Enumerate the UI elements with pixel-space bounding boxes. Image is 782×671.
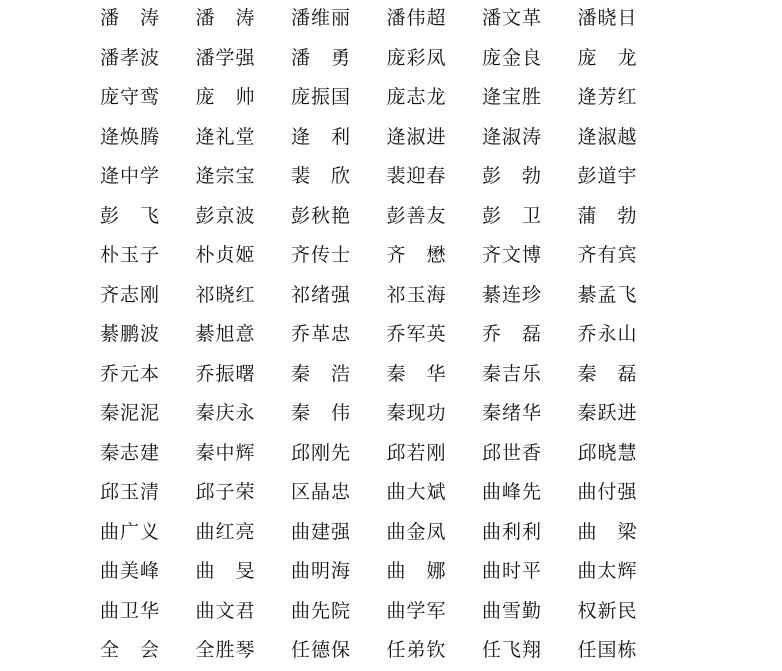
name-cell: 祁玉海 [386,283,447,306]
name-cell: 逄淑越 [577,125,638,148]
name-cell: 齐 懋 [386,244,447,267]
name-cell: 曲先院 [291,599,352,622]
name-row [100,473,660,513]
name-cell: 庞志龙 [386,86,447,109]
name-cell: 秦吉乐 [482,362,543,385]
name-cell: 逄宗宝 [195,165,256,188]
name-cell: 朴玉子 [100,244,161,267]
name-cell: 庞金良 [482,46,543,69]
name-cell: 潘 涛 [195,7,256,30]
name-cell: 邱晓慧 [577,441,638,464]
name-row [100,157,660,197]
name-cell: 曲建强 [291,520,352,543]
name-cell: 齐志刚 [100,283,161,306]
name-row [100,394,660,434]
name-cell: 彭 飞 [100,204,161,227]
name-cell: 秦泥泥 [100,402,161,425]
name-cell: 彭 卫 [482,204,543,227]
name-cell: 曲时平 [482,560,543,583]
name-cell: 綦旭意 [195,323,256,346]
name-cell: 曲明海 [291,560,352,583]
name-cell: 曲 梁 [577,520,638,543]
name-cell: 曲卫华 [100,599,161,622]
name-cell: 任弟钦 [386,639,447,662]
name-cell: 逄芳红 [577,86,638,109]
name-cell: 齐传士 [291,244,352,267]
name-cell: 曲文君 [195,599,256,622]
name-cell: 乔 磊 [482,323,543,346]
name-cell: 逄焕腾 [100,125,161,148]
name-cell: 曲太辉 [577,560,638,583]
name-cell: 乔永山 [577,323,638,346]
name-cell: 綦鹏波 [100,323,161,346]
name-cell: 蒲 勃 [577,204,638,227]
name-cell: 秦 磊 [577,362,638,385]
name-cell: 潘 涛 [100,7,161,30]
name-cell: 彭 勃 [482,165,543,188]
name-cell: 邱若刚 [386,441,447,464]
name-cell: 逄礼堂 [195,125,256,148]
name-cell: 秦庆永 [195,402,256,425]
name-row [100,276,660,316]
name-cell: 齐文博 [482,244,543,267]
name-row [100,631,660,671]
name-cell: 秦绪华 [482,402,543,425]
name-cell: 彭京波 [195,204,256,227]
name-row [100,236,660,276]
name-cell: 曲红亮 [195,520,256,543]
name-cell: 曲利利 [482,520,543,543]
name-cell: 逄 利 [291,125,352,148]
name-cell: 綦连珍 [482,283,543,306]
name-cell: 齐有宾 [577,244,638,267]
name-cell: 裴迎春 [386,165,447,188]
name-cell: 祁晓红 [195,283,256,306]
name-cell: 秦跃进 [577,402,638,425]
name-cell: 曲峰先 [482,481,543,504]
name-cell: 潘维丽 [291,7,352,30]
name-cell: 潘学强 [195,46,256,69]
name-cell: 邱子荣 [195,481,256,504]
name-row [100,592,660,632]
name-cell: 曲广义 [100,520,161,543]
name-cell: 潘晓日 [577,7,638,30]
name-cell: 任德保 [291,639,352,662]
name-cell: 綦孟飞 [577,283,638,306]
name-cell: 邱世香 [482,441,543,464]
name-cell: 逄中学 [100,165,161,188]
name-cell: 裴 欣 [291,165,352,188]
name-row [100,315,660,355]
name-cell: 乔革忠 [291,323,352,346]
name-cell: 彭秋艳 [291,204,352,227]
name-cell: 庞守鸾 [100,86,161,109]
name-cell: 潘伟超 [386,7,447,30]
name-cell: 曲大斌 [386,481,447,504]
name-cell: 曲 旻 [195,560,256,583]
name-cell: 乔军英 [386,323,447,346]
name-row [100,513,660,553]
name-cell: 逄淑进 [386,125,447,148]
name-cell: 彭道宇 [577,165,638,188]
name-cell: 权新民 [577,599,638,622]
name-cell: 秦 华 [386,362,447,385]
name-cell: 全 会 [100,639,161,662]
name-row [100,434,660,474]
name-cell: 邱玉清 [100,481,161,504]
name-cell: 区晶忠 [291,481,352,504]
name-cell: 庞振国 [291,86,352,109]
name-row [100,78,660,118]
name-cell: 庞 帅 [195,86,256,109]
name-cell: 曲付强 [577,481,638,504]
name-cell: 曲 娜 [386,560,447,583]
name-cell: 祁绪强 [291,283,352,306]
name-cell: 朴贞姬 [195,244,256,267]
name-cell: 潘文革 [482,7,543,30]
name-cell: 庞彩凤 [386,46,447,69]
name-list-grid [100,0,660,671]
name-cell: 秦现功 [386,402,447,425]
name-cell: 潘孝波 [100,46,161,69]
name-row [100,39,660,79]
name-cell: 任飞翔 [482,639,543,662]
name-cell: 曲金凤 [386,520,447,543]
name-cell: 全胜琴 [195,639,256,662]
name-cell: 庞 龙 [577,46,638,69]
name-cell: 逄宝胜 [482,86,543,109]
name-row [100,118,660,158]
name-cell: 乔振曙 [195,362,256,385]
name-row [100,355,660,395]
name-cell: 乔元本 [100,362,161,385]
name-row [100,0,660,39]
name-cell: 逄淑涛 [482,125,543,148]
name-row [100,197,660,237]
name-cell: 秦 浩 [291,362,352,385]
name-cell: 秦 伟 [291,402,352,425]
name-cell: 秦志建 [100,441,161,464]
name-cell: 秦中辉 [195,441,256,464]
name-cell: 任国栋 [577,639,638,662]
name-row [100,552,660,592]
name-cell: 彭善友 [386,204,447,227]
name-cell: 潘 勇 [291,46,352,69]
name-cell: 曲美峰 [100,560,161,583]
name-cell: 曲学军 [386,599,447,622]
name-cell: 曲雪勤 [482,599,543,622]
name-cell: 邱刚先 [291,441,352,464]
